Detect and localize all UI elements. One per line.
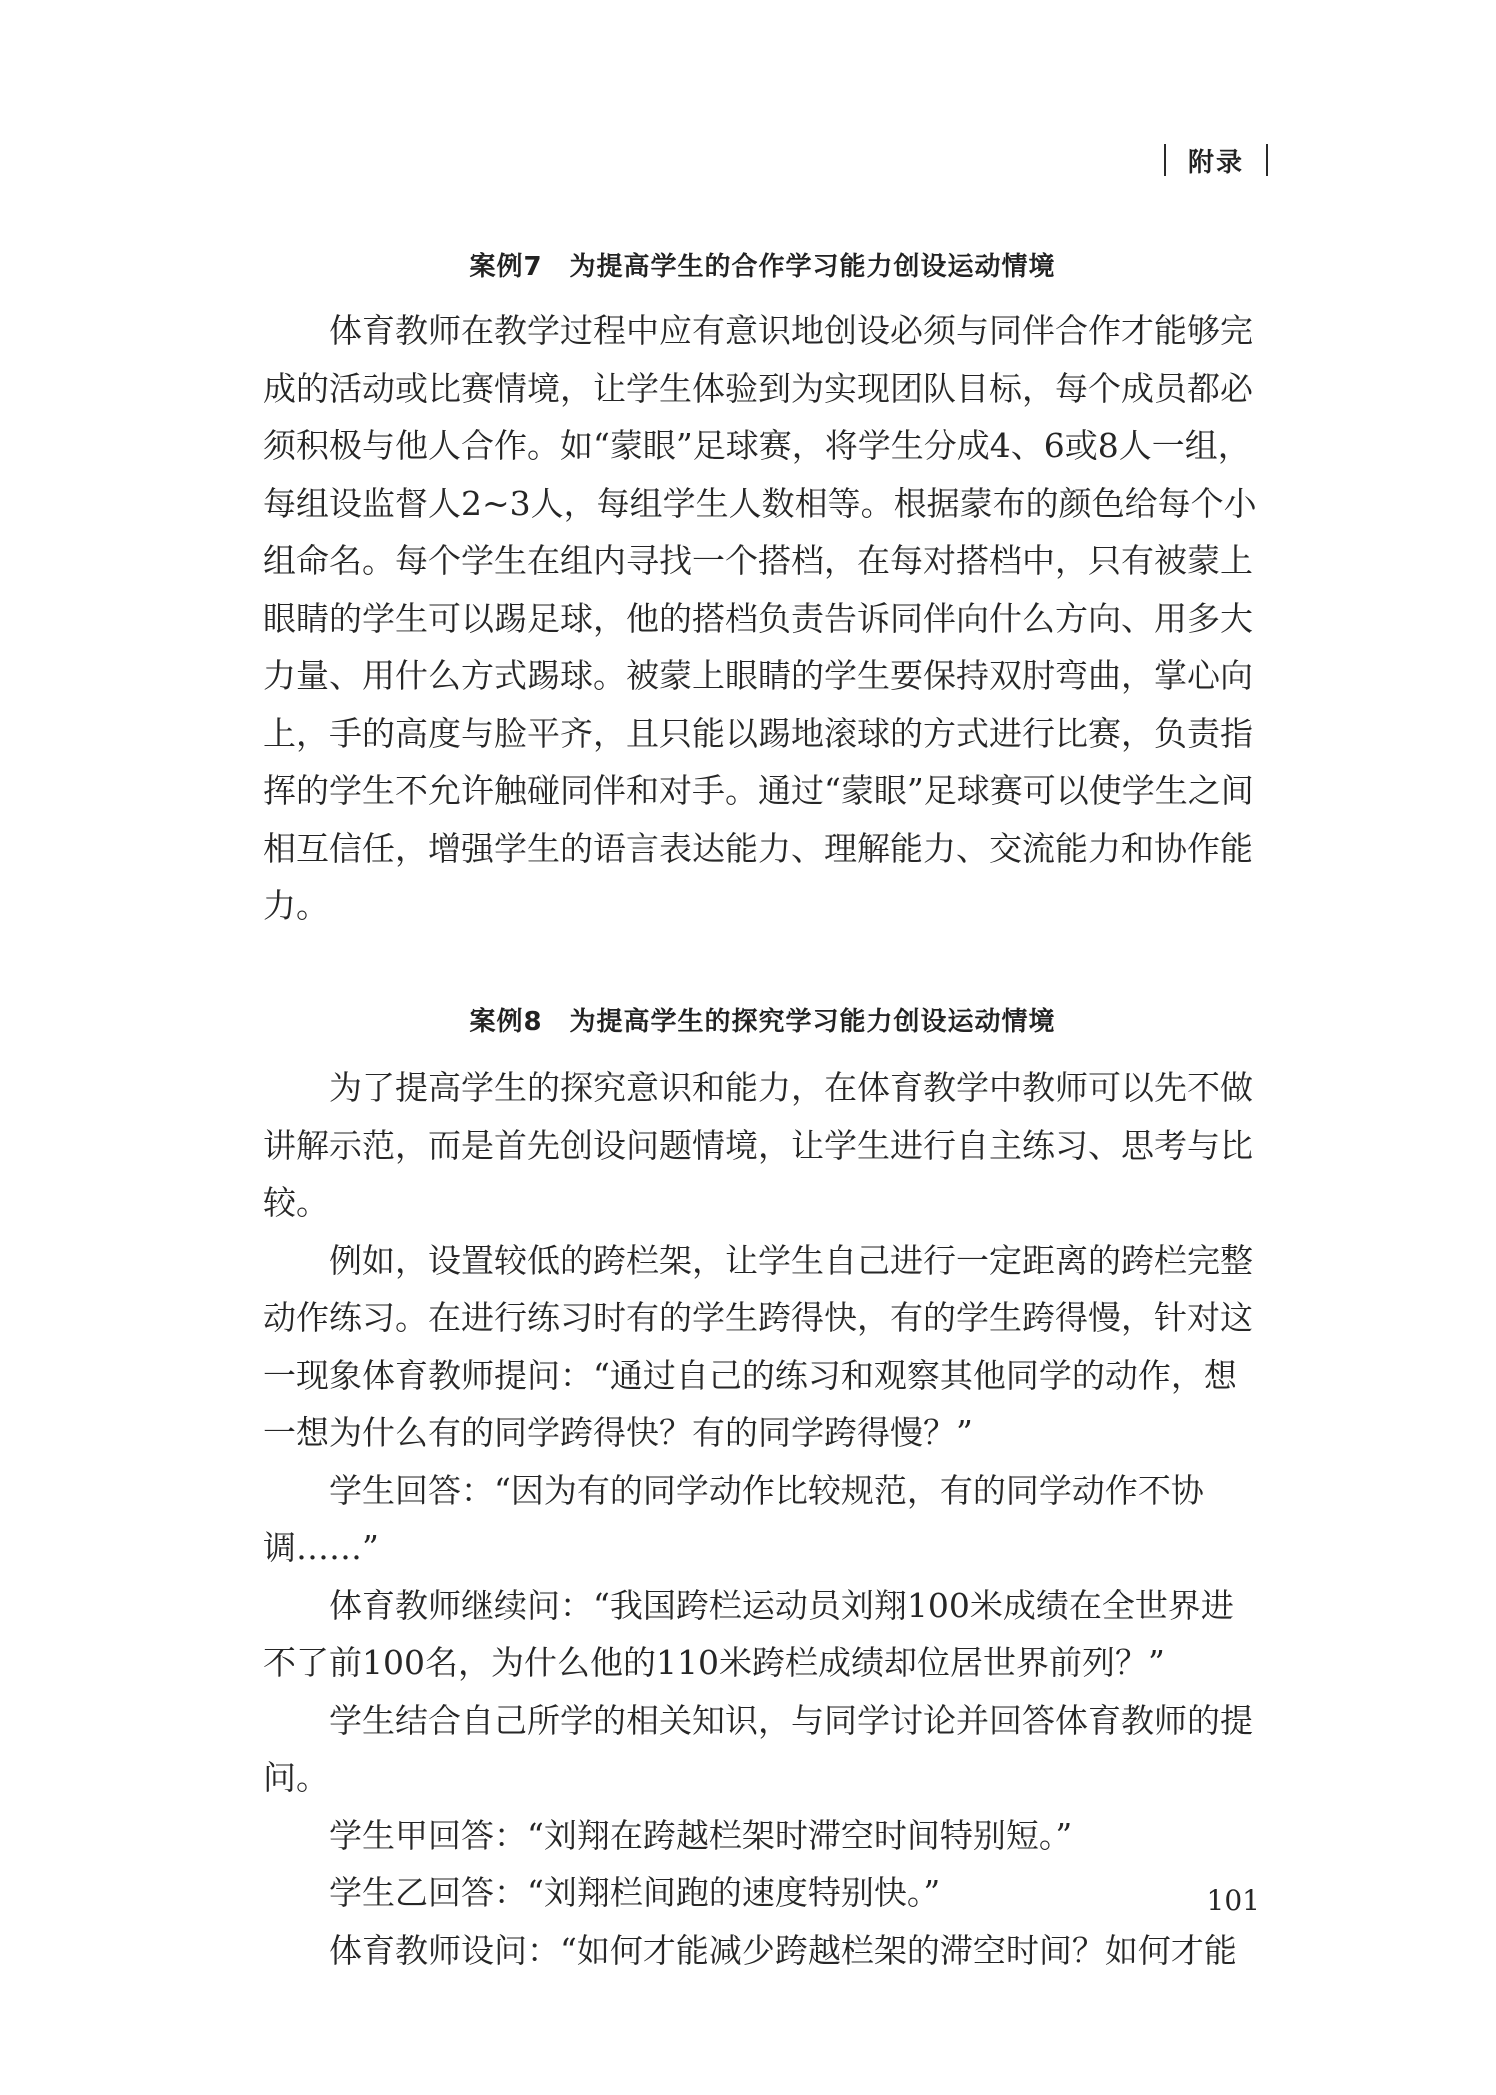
header-right-rule: [1266, 144, 1268, 176]
case-8-paragraph-6: 学生甲回答：“刘翔在跨越栏架时滞空时间特别短。”: [329, 1815, 1073, 1855]
case-8-paragraph-1: 为了提高学生的探究意识和能力，在体育教学中教师可以先不做讲解示范，而是首先创设问题情境，让学生进行自主练习、思考与比较。: [263, 1068, 1253, 1222]
case-8-paragraph-2: 例如，设置较低的跨栏架，让学生自己进行一定距离的跨栏完整动作练习。在进行练习时有的学生跨得快，有的学生跨得慢，针对这一现象体育教师提问：“通过自己的练习和观察其他同学的动作，想一想为什么有的同学跨得快？有的同学跨得慢？”: [263, 1240, 1253, 1452]
case-8-body: [263, 1059, 1262, 1979]
case-8-paragraph-4: 体育教师继续问：“我国跨栏运动员刘翔100米成绩在全世界进不了前100名，为什么他的110米跨栏成绩却位居世界前列？”: [263, 1585, 1234, 1682]
section-label: 附录: [1187, 147, 1244, 178]
header-left-rule: [1164, 144, 1166, 176]
case-8-title: 案例8 为提高学生的探究学习能力创设运动情境: [469, 1007, 1056, 1037]
case-8-paragraph-7: 学生乙回答：“刘翔栏间跑的速度特别快。”: [329, 1873, 941, 1912]
case-8-paragraph-3: 学生回答：“因为有的同学动作比较规范，有的同学动作不协调……”: [263, 1470, 1204, 1567]
case-7-body: [263, 302, 1262, 935]
running-header: [1164, 142, 1268, 178]
case-8-paragraph-8: 体育教师设问：“如何才能减少跨越栏架的滞空时间？如何才能: [329, 1930, 1237, 1970]
page-number: 101: [1206, 1884, 1260, 1917]
case-7-paragraph: 体育教师在教学过程中应有意识地创设必须与同伴合作才能够完成的活动或比赛情境，让学生体验到为实现团队目标，每个成员都必须积极与他人合作。如“蒙眼”足球赛，将学生分成4、6或8人一组，每组设监督人2~3人，每组学生人数相等。根据蒙布的颜色给每个小组命名。每个学生在组内寻找一个搭档，在每对搭档中，只有被蒙上眼睛的学生可以踢足球，他的搭档负责告诉同伴向什么方向、用多大力量、用什么方式踢球。被蒙上眼睛的学生要保持双肘弯曲，掌心向上，手的高度与脸平齐，且只能以踢地滚球的方式进行比赛，负责指挥的学生不允许触碰同伴和对手。通过“蒙眼”足球赛可以使学生之间相互信任，增强学生的语言表达能力、理解能力、交流能力和协作能力。: [263, 311, 1257, 925]
case-7-title: 案例7 为提高学生的合作学习能力创设运动情境: [469, 252, 1056, 282]
case-8-paragraph-5: 学生结合自己所学的相关知识，与同学讨论并回答体育教师的提问。: [263, 1700, 1253, 1797]
